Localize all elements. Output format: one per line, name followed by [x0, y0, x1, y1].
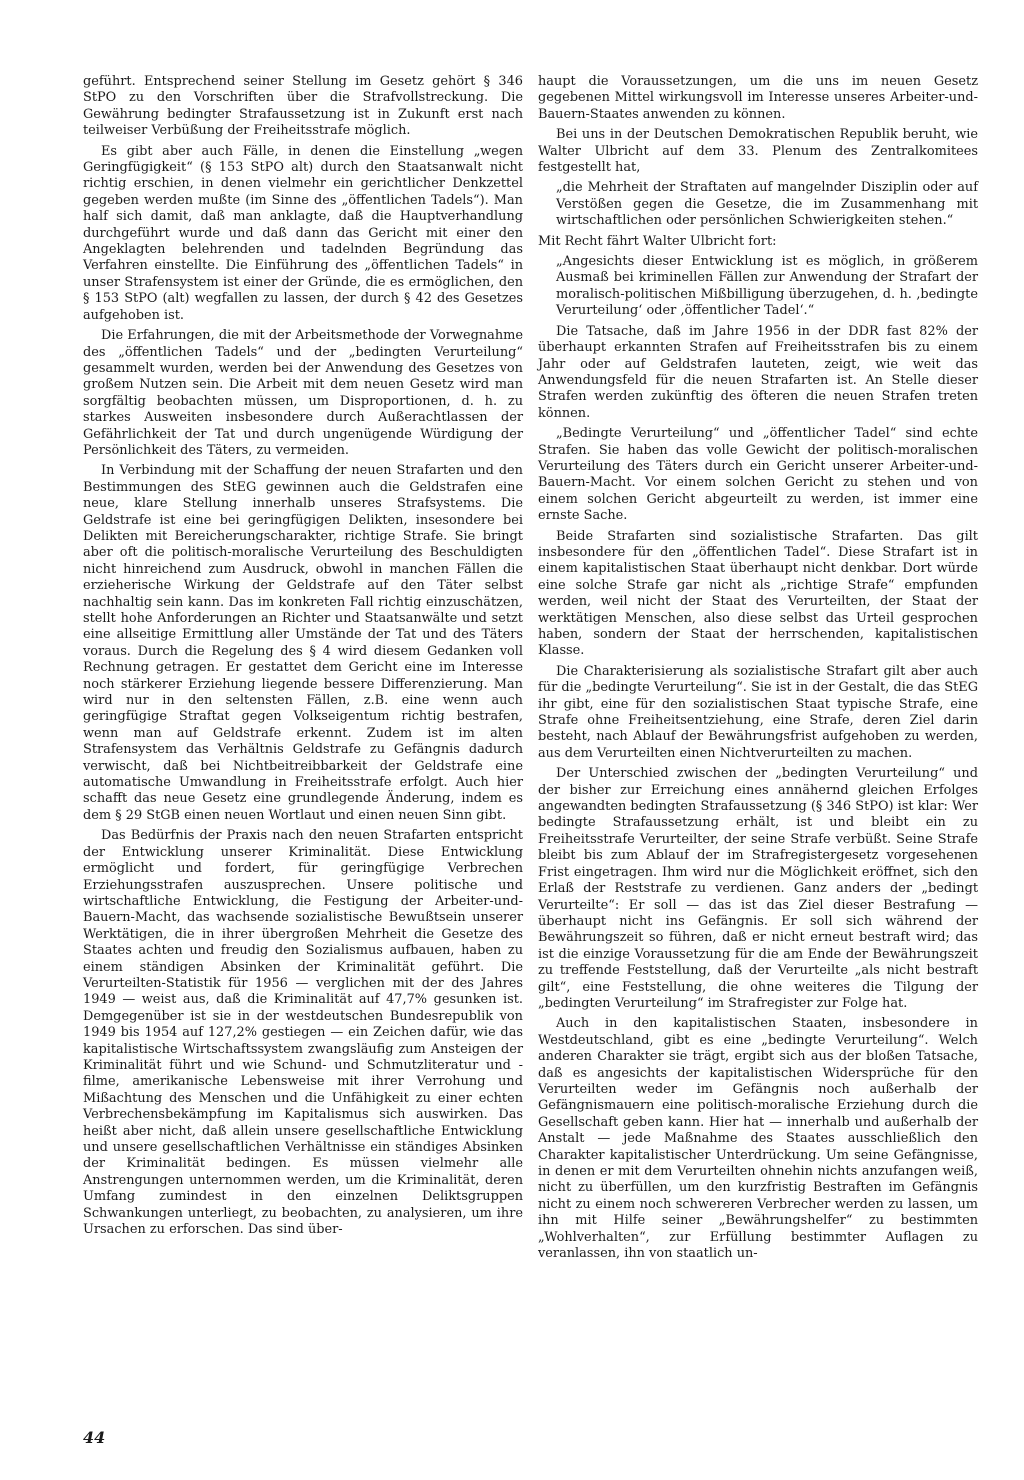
left-text-column [83, 74, 523, 1242]
paragraph: geführt. Entsprechend seiner Stellung im Gesetz gehört § 346 StPO zu den Vorschriften über die Strafvollstreckung. Die Gewährung bedingter Strafaussetzung ist in Zukunft erst nach teilweiser Verbüßung der Freiheitsstrafe möglich. [83, 74, 523, 139]
paragraph: Beide Strafarten sind sozialistische Strafarten. Das gilt insbesondere für den „öffentlichen Tadel“. Diese Strafart ist in einem kapitalistischen Staat überhaupt nicht denkbar. Dort würde eine solche Strafe gar nicht als „richtige Strafe“ empfunden werden, weil nicht der Staat des Verurteilten, der Staat der werktätigen Menschen, also diese selbst das Urteil gesprochen haben, sondern der Staat der herrschenden, kapitalistischen Klasse. [538, 528, 978, 659]
paragraph: „Bedingte Verurteilung“ und „öffentlicher Tadel“ sind echte Strafen. Sie haben das volle Gewicht der politisch-moralischen Verurteilung des Täters durch ein Gericht unserer Arbeiter-und-Bauern-Macht. Vor einem solchen Gericht zu stehen und von einem solchen Gericht abgeurteilt zu werden, ist immer eine ernste Sache. [538, 426, 978, 524]
block-quote: „Angesichts dieser Entwicklung ist es möglich, in größerem Ausmaß bei kriminellen Fällen zur Anwendung der Strafart der moralisch-politischen Mißbilligung überzugehen, d. h. ‚bedingte Verurteilung‘ oder ‚öffentlicher Tadel‘.“ [556, 254, 978, 319]
paragraph: Die Erfahrungen, die mit der Arbeitsmethode der Vorwegnahme des „öffentlichen Tadels“ und der „bedingten Verurteilung“ gesammelt wurden, werden bei der Anwendung des Gesetzes von großem Nutzen sein. Die Arbeit mit dem neuen Gesetz wird man sorgfältig beobachten müssen, um Disproportionen, d. h. zu starkes Ausweiten insbesondere durch Außerachtlassen der Gefährlichkeit der Tat und durch ungenügende Würdigung der Persönlichkeit des Täters, zu vermeiden. [83, 328, 523, 458]
page-number: 44 [83, 1428, 106, 1447]
paragraph: haupt die Voraussetzungen, um die uns im neuen Gesetz gegebenen Mittel wirkungsvoll im Interesse unseres Arbeiter-und-Bauern-Staates anwenden zu können. [538, 74, 978, 122]
paragraph: In Verbindung mit der Schaffung der neuen Strafarten und den Bestimmungen des StEG gewinnen auch die Geldstrafen eine neue, klare Stellung innerhalb unseres Strafsystems. Die Geldstrafe ist eine bei geringfügigen Delikten, insesondere bei Delikten mit Bereicherungscharakter, richtige Strafe. Sie bringt aber oft die politisch-moralische Verurteilung des Beschuldigten nicht hinreichend zum Ausdruck, obwohl in manchen Fällen die erzieherische Wirkung der Geldstrafe auf den Täter selbst nachhaltig sein kann. Das im konkreten Fall richtig einzuschätzen, stellt hohe Anforderungen an Richter und Staatsanwälte und setzt eine allseitige Ermittlung aller Umstände der Tat und des Täters voraus. Durch die Regelung des § 4 wird diesem Gedanken voll Rechnung getragen. Er gestattet dem Gericht eine im Interesse noch stärkerer Erziehung liegende bessere Differenzierung. Man wird nur in den seltensten Fällen, z.B. eine wenn auch geringfügige Straftat gegen Volkseigentum richtig bestrafen, wenn man auf Geldstrafe erkennt. Zudem ist im alten Strafensystem das Verhältnis Geldstrafe zu Gefängnis dadurch verwischt, daß bei Nichtbeitreibbarkeit der Geldstrafe eine automatische Umwandlung in Freiheitsstrafe erfolgt. Auch hier schafft das neue Gesetz eine grundlegende Änderung, indem es dem § 29 StGB einen neuen Wortlaut und einen neuen Sinn gibt. [83, 463, 523, 823]
paragraph: Der Unterschied zwischen der „bedingten Verurteilung“ und der bisher zur Erreichung eines annähernd gleichen Erfolges angewandten bedingten Strafaussetzung (§ 346 StPO) ist klar: Wer bedingte Strafaussetzung erhält, ist und bleibt ein zu Freiheitsstrafe Verurteilter, der seine Strafe verbüßt. Seine Strafe bleibt bis zum Ablauf der im Strafregistergesetz vorgesehenen Frist eingetragen. Ihm wird nur die Möglichkeit eröffnet, sich den Erlaß der Reststrafe zu verdienen. Ganz anders der „bedingt Verurteilte“: Er soll — das ist das Ziel dieser Bestrafung — überhaupt nicht ins Gefängnis. Er soll sich während der Bewährungszeit so führen, daß er nicht erneut bestraft wird; das ist die einzige Voraussetzung für die am Ende der Bewährungszeit zu treffende Feststellung, daß der Verurteilte „als nicht bestraft gilt“, eine Feststellung, die ohne weiteres die Tilgung der „bedingten Verurteilung“ im Strafregister zur Folge hat. [538, 766, 978, 1011]
block-quote: „die Mehrheit der Straftaten auf mangelnder Disziplin oder auf Verstößen gegen die Gesetze, die im Zusammenhang mit wirtschaftlichen oder persönlichen Schwierigkeiten stehen.“ [556, 180, 978, 229]
paragraph: Es gibt aber auch Fälle, in denen die Einstellung „wegen Geringfügigkeit“ (§ 153 StPO alt) durch den Staatsanwalt nicht richtig erschien, in denen vielmehr ein gerichtlicher Denkzettel gegeben werden mußte (im Sinne des „öffentlichen Tadels“). Man half sich damit, daß man anklagte, daß die Hauptverhandlung durchgeführt wurde und daß dann das Gericht mit einer den Angeklagten belehrenden und tadelnden Begründung das Verfahren einstellte. Die Einführung des „öffentlichen Tadels“ in unser Strafensystem ist einer der Gründe, die es ermöglichen, den § 153 StPO (alt) wegfallen zu lassen, der durch § 42 des Gesetzes aufgehoben ist. [83, 143, 523, 323]
paragraph: Die Charakterisierung als sozialistische Strafart gilt aber auch für die „bedingte Verurteilung“. Sie ist in der Gestalt, die das StEG ihr gibt, eine für den sozialistischen Staat typische Strafe, eine Strafe ohne Freiheitsentziehung, eine Strafe, deren Ziel darin besteht, nach Ablauf der Bewährungsfrist aufgehoben zu werden, aus dem Verurteilten einen Nichtverurteilten zu machen. [538, 663, 978, 761]
paragraph: Die Tatsache, daß im Jahre 1956 in der DDR fast 82% der überhaupt erkannten Strafen auf Freiheitsstrafen bis zu einem Jahr oder auf Geldstrafen lauteten, zeigt, wie weit das Anwendungsfeld für die neuen Strafarten ist. An Stelle dieser Strafen werden zukünftig des öfteren die neuen Strafen treten können. [538, 323, 978, 421]
paragraph: Mit Recht fährt Walter Ulbricht fort: [538, 233, 777, 249]
paragraph: Bei uns in der Deutschen Demokratischen Republik beruht, wie Walter Ulbricht auf dem 33. Plenum des Zentralkomitees festgestellt hat, [538, 127, 978, 176]
paragraph: Das Bedürfnis der Praxis nach den neuen Strafarten entspricht der Entwicklung unserer Kriminalität. Diese Entwicklung ermöglicht und fordert, für geringfügige Verbrechen Erziehungsstrafen auszusprechen. Unsere politische und wirtschaftliche Entwicklung, die Festigung der Arbeiter-und-Bauern-Macht, das wachsende sozialistische Bewußtsein unserer Werktätigen, die in ihrer übergroßen Mehrheit die Gesetze des Staates achten und freudig den Sozialismus aufbauen, haben zu einem ständigen Absinken der Kriminalität geführt. Die Verurteilten-Statistik für 1956 — verglichen mit der des Jahres 1949 — weist aus, daß die Kriminalität auf 47,7% gesunken ist. Demgegenüber ist sie in der westdeutschen Bundesrepublik von 1949 bis 1954 auf 127,2% gestiegen — ein Zeichen dafür, wie das kapitalistische Wirtschaftssystem zwangsläufig zum Ansteigen der Kriminalität führt und wie Schund- und Schmutzliteratur und -filme, amerikanische Lebensweise mit ihrer Verrohung und Mißachtung des Menschen und die Unfähigkeit zu einer echten Verbrechensbekämpfung im Kapitalismus sich auswirken. Das heißt aber nicht, daß allein unsere gesellschaftliche Entwicklung und unsere gesellschaftlichen Verhältnisse ein ständiges Absinken der Kriminalität bedingen. Es müssen vielmehr alle Anstrengungen unternommen werden, um die Kriminalität, deren Umfang zumindest in den einzelnen Deliktsgruppen Schwankungen unterliegt, zu beobachten, zu analysieren, um ihre Ursachen zu erforschen. Das sind über- [83, 828, 523, 1238]
right-text-column [538, 74, 978, 1266]
paragraph: Auch in den kapitalistischen Staaten, insbesondere in Westdeutschland, gibt es eine „bedingte Verurteilung“. Welch anderen Charakter sie trägt, ergibt sich aus der bloßen Tatsache, daß es angesichts der kapitalistischen Widersprüche für den Verurteilten weder im Gefängnis noch außerhalb der Gefängnismauern eine politisch-moralische Erziehung durch die Gesellschaft geben kann. Hier hat — innerhalb und außerhalb der Anstalt — jede Maßnahme des Staates ausschließlich den Charakter kapitalistischer Unterdrückung. Um seine Gefängnisse, in denen er mit dem Verurteilten ohnehin nichts anzufangen weiß, nicht zu überfüllen, um den kurzfristig Bestraften im Gefängnis nicht zu einem noch schwereren Verbrecher werden zu lassen, um ihn mit Hilfe seiner „Bewährungshelfer“ zu bestimmten „Wohlverhalten“, zur Erfüllung bestimmter Auflagen zu veranlassen, ihn von staatlich un- [538, 1016, 978, 1262]
